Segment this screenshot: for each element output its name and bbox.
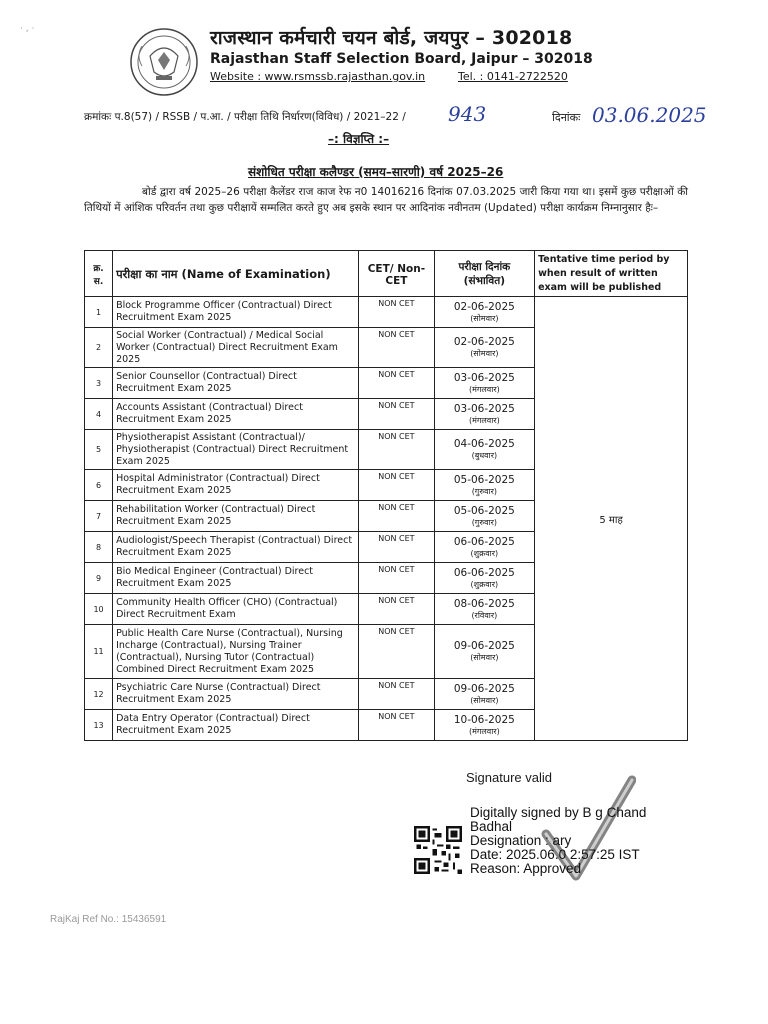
table-header-row (85, 251, 688, 297)
row-exam-date: 02-06-2025 (453, 300, 515, 313)
row-exam-date-cell (434, 563, 534, 594)
row-exam-date: 03-06-2025 (453, 402, 515, 415)
row-cet-type: NON CET (359, 368, 434, 399)
row-cet-type: NON CET (359, 399, 434, 430)
exam-schedule-table (84, 250, 688, 741)
row-exam-name: Public Health Care Nurse (Contractual), Nursing Incharge (Contractual), Nursing Trainer (Contractual), Nursing Tutor (Contractual) Combined Direct Recruitment Exam 2025 (113, 625, 359, 679)
col-header-result-period: Tentative time period by when result of written exam will be published (535, 251, 688, 297)
notice-intro-paragraph: बोर्ड द्वारा वर्ष 2025–26 परीक्षा कैलेंडर राज काज रेफ न0 14016216 दिनांक 07.03.2025 जारी किया गया था। इसमें कुछ परीक्षाओं की तिथियों में आंशिक परिवर्तन तथा कुछ परीक्षायें सम्मलित करते हुए अब इसके स्थान पर आदिनांक नवीनतम (Updated) परीक्षा कार्यक्रम निम्नानुसार हैः– (84, 186, 688, 214)
row-exam-date-cell (434, 368, 534, 399)
row-exam-date-cell (434, 594, 534, 625)
reference-number: क्रमांकः प.8(57) / RSSB / प.आ. / परीक्षा तिथि निर्धारण(विविध) / 2021–22 / (84, 111, 406, 123)
row-exam-day: (मंगलवार) (468, 726, 500, 736)
row-serial: 11 (85, 625, 113, 679)
col-header-exam-date: परीक्षा दिनांक (संभावित) (434, 251, 534, 297)
row-exam-date: 06-06-2025 (453, 535, 515, 548)
date-label: दिनांकः (552, 111, 581, 124)
row-serial: 10 (85, 594, 113, 625)
signature-name: Badhal (470, 819, 513, 834)
row-exam-date: 10-06-2025 (453, 713, 515, 726)
row-exam-name: Block Programme Officer (Contractual) Direct Recruitment Exam 2025 (113, 297, 359, 328)
row-exam-date: 06-06-2025 (453, 566, 515, 579)
row-exam-date: 05-06-2025 (453, 473, 515, 486)
row-serial: 4 (85, 399, 113, 430)
row-serial: 5 (85, 430, 113, 470)
row-exam-date-cell (434, 710, 534, 741)
rajkaj-reference: RajKaj Ref No.: 15436591 (50, 914, 167, 925)
row-exam-day: (गुरुवार) (471, 486, 498, 496)
scan-corner-mark: · , · (20, 24, 35, 34)
row-cet-type: NON CET (359, 501, 434, 532)
qr-code-icon (414, 826, 462, 874)
row-exam-date-cell (434, 399, 534, 430)
col-header-exam-name: परीक्षा का नाम (Name of Examination) (113, 251, 359, 297)
row-exam-name: Psychiatric Care Nurse (Contractual) Direct Recruitment Exam 2025 (113, 679, 359, 710)
row-exam-day: (शुक्रवार) (470, 579, 499, 589)
row-exam-date: 09-06-2025 (453, 640, 515, 652)
row-cet-type: NON CET (359, 710, 434, 741)
row-cet-type: NON CET (359, 679, 434, 710)
rssb-emblem-logo (128, 26, 200, 98)
row-cet-type: NON CET (359, 532, 434, 563)
signature-designation: Designation : ary (470, 833, 572, 848)
row-exam-date: 08-06-2025 (453, 597, 515, 610)
row-serial: 3 (85, 368, 113, 399)
signature-valid-label: Signature valid (466, 770, 552, 785)
row-exam-name: Physiotherapist Assistant (Contractual)/ Physiotherapist (Contractual) Direct Recruitment Exam 2025 (113, 430, 359, 470)
row-serial: 12 (85, 679, 113, 710)
row-serial: 2 (85, 328, 113, 368)
row-exam-date-cell (434, 470, 534, 501)
row-exam-day: (शुक्रवार) (470, 548, 499, 558)
row-cet-type: NON CET (359, 625, 434, 679)
row-exam-date-cell (434, 328, 534, 368)
row-exam-day: (रविवार) (471, 610, 498, 620)
row-exam-day: (सोमवार) (470, 695, 499, 705)
row-exam-name: Bio Medical Engineer (Contractual) Direct Recruitment Exam 2025 (113, 563, 359, 594)
row-cet-type: NON CET (359, 470, 434, 501)
handwritten-dispatch-number: 943 (448, 102, 487, 126)
row-exam-day: (मंगलवार) (468, 384, 500, 394)
row-serial: 13 (85, 710, 113, 741)
row-exam-name: Hospital Administrator (Contractual) Direct Recruitment Exam 2025 (113, 470, 359, 501)
row-exam-day: (गुरुवार) (471, 517, 498, 527)
col-header-cet: CET/ Non-CET (359, 251, 434, 297)
board-website[interactable]: Website : www.rsmssb.rajasthan.gov.in (210, 70, 426, 83)
row-exam-day: (बुधवार) (471, 451, 498, 460)
signature-signed-by: Digitally signed by B g Chand (470, 805, 647, 820)
row-exam-date-cell (434, 625, 534, 679)
signature-date: Date: 2025.06.0 2:57:25 IST (470, 847, 640, 862)
row-exam-date-cell (434, 297, 534, 328)
row-serial: 8 (85, 532, 113, 563)
row-exam-day: (सोमवार) (470, 653, 499, 662)
row-exam-date: 02-06-2025 (453, 336, 515, 348)
row-serial: 1 (85, 297, 113, 328)
row-exam-name: Senior Counsellor (Contractual) Direct Recruitment Exam 2025 (113, 368, 359, 399)
row-serial: 6 (85, 470, 113, 501)
row-exam-date-cell (434, 501, 534, 532)
row-exam-name: Rehabilitation Worker (Contractual) Direct Recruitment Exam 2025 (113, 501, 359, 532)
row-cet-type: NON CET (359, 563, 434, 594)
row-cet-type: NON CET (359, 328, 434, 368)
row-exam-name: Data Entry Operator (Contractual) Direct Recruitment Exam 2025 (113, 710, 359, 741)
row-exam-date: 05-06-2025 (453, 504, 515, 517)
col-header-serial: क्र. स. (85, 251, 113, 297)
board-title-hindi: राजस्थान कर्मचारी चयन बोर्ड, जयपुर – 302018 (210, 27, 573, 49)
row-exam-day: (मंगलवार) (468, 415, 500, 425)
digital-signature-block (470, 806, 646, 876)
row-exam-date: 04-06-2025 (453, 438, 515, 450)
row-exam-date-cell (434, 679, 534, 710)
row-exam-name: Social Worker (Contractual) / Medical Social Worker (Contractual) Direct Recruitment Exam 2025 (113, 328, 359, 368)
row-cet-type: NON CET (359, 594, 434, 625)
row-cet-type: NON CET (359, 297, 434, 328)
row-exam-date: 09-06-2025 (453, 682, 515, 695)
row-serial: 7 (85, 501, 113, 532)
row-serial: 9 (85, 563, 113, 594)
row-exam-day: (सोमवार) (470, 349, 499, 358)
row-exam-name: Audiologist/Speech Therapist (Contractual) Direct Recruitment Exam 2025 (113, 532, 359, 563)
signature-reason: Reason: Approved (470, 861, 582, 876)
row-exam-date-cell (434, 430, 534, 470)
row-exam-name: Community Health Officer (CHO) (Contractual) Direct Recruitment Exam (113, 594, 359, 625)
notice-heading: –: विज्ञप्ति :– (328, 132, 390, 146)
row-exam-date-cell (434, 532, 534, 563)
handwritten-date: 03.06.2025 (592, 103, 707, 127)
table-row (85, 297, 688, 328)
row-exam-name: Accounts Assistant (Contractual) Direct Recruitment Exam 2025 (113, 399, 359, 430)
board-telephone: Tel. : 0141-2722520 (458, 70, 568, 83)
row-exam-day: (सोमवार) (470, 313, 499, 323)
row-cet-type: NON CET (359, 430, 434, 470)
board-title-english: Rajasthan Staff Selection Board, Jaipur – 302018 (210, 51, 593, 67)
row-exam-date: 03-06-2025 (453, 371, 515, 384)
notice-subject: संशोधित परीक्षा कलैण्डर (समय–सारणी) वर्ष 2025–26 (248, 165, 504, 179)
result-period-cell: 5 माह (535, 297, 688, 741)
